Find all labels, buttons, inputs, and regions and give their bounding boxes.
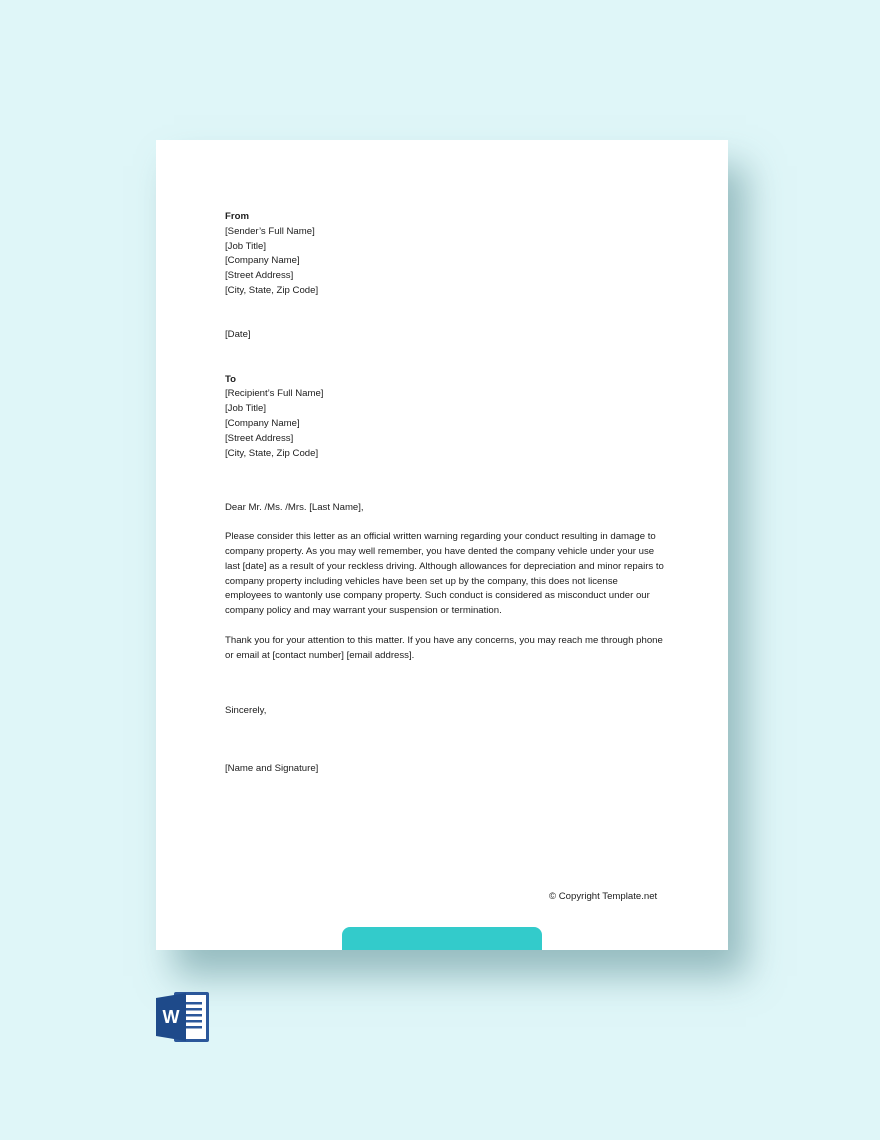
letter-date: [Date] [225,328,251,340]
sender-block [225,210,665,299]
page-tab-bar[interactable] [342,927,542,950]
recipient-block [225,373,665,462]
word-icon-graphic [156,990,212,1044]
recipient-name: [Recipient’s Full Name] [225,388,324,400]
salutation: Dear Mr. /Ms. /Mrs. [Last Name], [225,502,364,514]
sender-job-title: [Job Title] [225,240,267,252]
body-paragraph-1: Please consider this letter as an official written warning regarding your conduct resulting in damage to company property. As you may well remember, you have dented the company vehicle under your use last [date] as a result of your reckless driving. Although allowances for depreciation and minor repairs to company property including vehicles have been set up by the company, this does not license employees to wantonly use company property. Such conduct is considered as misconduct under our company policy and may warrant your suspension or termination. [225,531,664,617]
recipient-job-title: [Job Title] [225,403,267,415]
word-icon-letter: W [162,1007,180,1027]
word-icon [156,990,212,1044]
recipient-city: [City, State, Zip Code] [225,447,319,459]
to-label: To [225,373,237,385]
from-label: From [225,211,249,222]
recipient-company: [Company Name] [225,417,300,429]
signature-placeholder: [Name and Signature] [225,763,319,775]
letter-content [225,210,665,777]
body-paragraph-2: Thank you for your attention to this matter. If you have any concerns, you may reach me through phone or email at [contact number] [email address]. [225,634,663,661]
sender-street: [Street Address] [225,270,294,282]
copyright-notice: © Copyright Template.net [549,891,658,902]
sender-city: [City, State, Zip Code] [225,284,319,296]
recipient-street: [Street Address] [225,432,294,444]
sender-company: [Company Name] [225,255,300,267]
letter-page [156,140,728,950]
closing: Sincerely, [225,704,267,716]
sender-name: [Sender’s Full Name] [225,225,315,237]
